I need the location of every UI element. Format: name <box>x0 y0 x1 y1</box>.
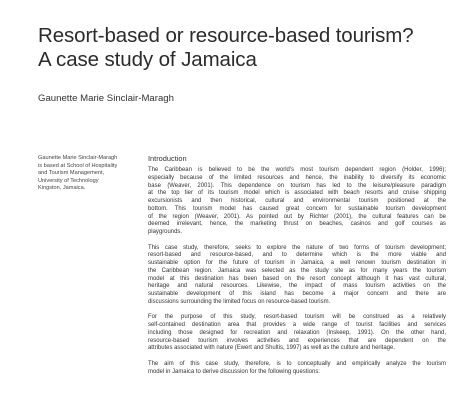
text-line: model in Jamaica to derive discussion for the following questions: <box>148 368 320 375</box>
text-line: model at this destination has been based on the resort concept although it has vast cultural, <box>148 275 446 282</box>
author-name: Gaunette Marie Sinclair-Maragh <box>38 93 174 104</box>
text-line: self-contained destination area that provides a wide range of tourist facilities and services <box>148 322 446 328</box>
text-line: resort-based and resource-based, and to determine which is the more viable and <box>148 252 446 259</box>
affiliation-line: Gaunette Marie Sinclair-Maragh <box>38 155 118 161</box>
section-heading: Introduction <box>148 154 187 163</box>
paragraph <box>148 167 446 237</box>
text-line: playgrounds. <box>148 229 182 235</box>
text-line: especially because of the limited resources and hence, the inability to diversify its economic <box>148 174 446 181</box>
affiliation-line: University of Technology <box>38 177 99 184</box>
author-affiliation <box>38 155 138 193</box>
text-line: sustainable development of this island has become a major concern and there are <box>148 291 446 297</box>
text-line: excursionists and then historical, cultural and environmental tourism positioned at the <box>148 198 446 204</box>
text-line: including those designed for recreation and relaxation (Inskeep, 1991). On the other hand, <box>148 329 446 336</box>
paragraph <box>148 361 446 377</box>
body-text <box>148 167 446 384</box>
text-line: The Caribbean is believed to be the world's most tourism dependent region (Holder, 1996); <box>148 167 446 173</box>
text-line: The aim of this case study, therefore, is to conceptually and empirically analyze the tourism <box>148 360 446 367</box>
text-line: at the top tier of its tourism model which is associated with beach resorts and cruise shipping <box>148 190 446 197</box>
paragraph <box>148 314 446 353</box>
text-line: resource-based tourism involves activities and experiences that are dependent on the <box>148 337 446 344</box>
text-line: base (Weaver, 2001). This dependence on tourism has led to the leisure/pleasure paradigm <box>148 182 446 189</box>
article-title-line: A case study of Jamaica <box>38 48 257 71</box>
article-title <box>38 24 458 72</box>
text-line: discussions surrounding the limited focus on resource-based tourism. <box>148 298 331 305</box>
text-line: heritage and natural resources. Likewise, the impact of mass tourism activities on the <box>148 283 446 290</box>
affiliation-line: Kingston, Jamaica. <box>38 185 86 192</box>
text-line: the Caribbean region. Jamaica was selected as the study site as for many years the tourism <box>148 267 446 274</box>
article-title-line: Resort-based or resource-based tourism? <box>38 24 414 47</box>
text-line: For the purpose of this study, resort-based tourism will be construed as a relatively <box>148 314 446 321</box>
text-line: of the region (Weaver, 2001). As pointed out by Richter (2001), the cultural features can be <box>148 213 446 220</box>
text-line: sustainable option for the future of tourism in Jamaica, a well renown tourism destination in <box>148 260 446 266</box>
affiliation-line: and Tourism Management, <box>38 170 105 177</box>
text-line: This case study, therefore, seeks to explore the nature of two forms of tourism development; <box>148 244 446 251</box>
text-line: attributes associated with nature (Ewert and Shultis, 1997) as well as the culture and heritage. <box>148 345 395 352</box>
paragraph <box>148 245 446 307</box>
text-line: deemed irrelevant, hence, the marketing thrust on beaches, casinos and golf courses as <box>148 221 446 228</box>
text-line: bottom. This tourism model has caused great concern for sustainable tourism development <box>148 205 446 212</box>
affiliation-line: is based at School of Hospitality <box>38 162 118 169</box>
